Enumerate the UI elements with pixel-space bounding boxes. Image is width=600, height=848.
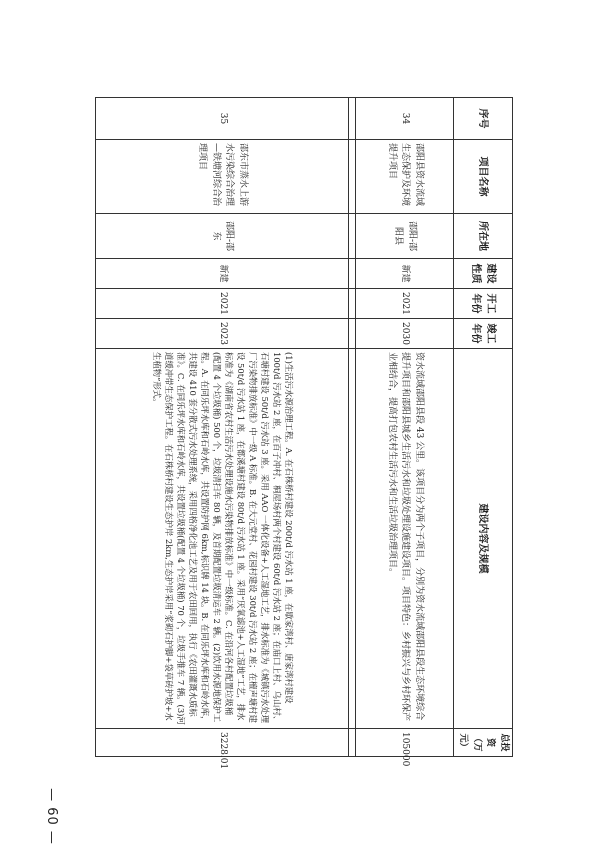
table-spacer-row bbox=[349, 98, 356, 757]
table-row bbox=[356, 98, 454, 757]
row-location: 邵阳-邵东 bbox=[96, 214, 349, 259]
header-end-year: 竣工年份 bbox=[454, 319, 513, 349]
row-nature: 新建 bbox=[356, 259, 454, 289]
page-number-text: — 60 — bbox=[43, 787, 59, 845]
row-content: (1)生活污水源治理工程。A. 在石株桥村建设 200t/d 污水站 1 座，在歇家湾村、唐家湾村建设 100t/d 污水站 2 座，在百子冲村、桐屋场村两个村建设 60t/d 污水站 2 座；在庙口上村、乌山村、石塘村建设 50t/d 污水站 3 座。采用 AAO 一体化设备+人工湿地工艺，排水标准为《城镇污水处理厂污染物排放标准》中一级 A 标准。B. 在大元堂村、花园村建设 30t/d 污水站 2 座；在檀声塘村建设 50t/d 污水站 1 座，在都溪塘村建设 80t/d 污水站 1 座。采用“厌氧滤池+人工湿地”工艺，排水标准为《湖南省农村生活污水处理设施水污染物排放标准》中一级标准。C. 在沿河各村配置垃圾桶(配置 4 个垃圾桶) 500 个，垃圾清扫车 80 辆，及首期配置垃圾清运车 2 辆。(2)饮用水源地保护工程。A. 在同乐坪水库和石岭水库，共设置防护网 6km,标识牌 14 块。B. 在同乐坪水库和石岭水库，共建设 410 套分散式污水处理系统，采用四格净化池工艺及用于农田回用，执行《农田灌溉水质标准》。C. 在同乐坪水库和石岭水库，共设置垃圾桶(配置 4 个垃圾桶) 70 个，垃圾手推车 7 辆。(3)河道缓冲带生态保护工程。在石株桥村建设生态护岸 2km,生态护岸采用“浆砌石护脚+袋草砖护坡+水生植物”形式。 bbox=[96, 349, 349, 729]
row-end-year: 2030 bbox=[356, 319, 454, 349]
row-project-name: 邵东市蒸水上游水污染综合治理—铁塘河综合治理项目 bbox=[96, 140, 349, 214]
page-number bbox=[43, 787, 59, 845]
header-content: 建设内容及规模 bbox=[454, 349, 513, 729]
project-table bbox=[95, 97, 513, 770]
row-investment: 3228.01 bbox=[96, 729, 349, 757]
header-project-name: 项目名称 bbox=[454, 140, 513, 214]
header-nature: 建设性质 bbox=[454, 259, 513, 289]
row-end-year: 2023 bbox=[96, 319, 349, 349]
header-no: 序号 bbox=[454, 98, 513, 140]
row-project-name: 邵阳县资水流域生态保护及环境提升项目 bbox=[356, 140, 454, 214]
header-location: 所在地 bbox=[454, 214, 513, 259]
row-content: 资水流域邵阳县段 43 公里。该项目分为两个子项目，分别为资水流域邵阳县段生态环境综合提升项目和邵阳县城乡生活污水和垃圾处理设施建设项目。项目特色：乡村振兴与乡村环保产业相结合，提高打包农村生活污水和生活垃圾治理项目。 bbox=[356, 349, 454, 729]
row-nature: 新建 bbox=[96, 259, 349, 289]
row-start-year: 2021 bbox=[356, 289, 454, 319]
row-no: 34 bbox=[356, 98, 454, 140]
row-investment: 105000 bbox=[356, 729, 454, 757]
header-start-year: 开工年份 bbox=[454, 289, 513, 319]
table-header-row bbox=[454, 98, 513, 757]
row-no: 35 bbox=[96, 98, 349, 140]
row-location: 邵阳-邵阳县 bbox=[356, 214, 454, 259]
header-investment: 总投资 （万元） bbox=[454, 729, 513, 757]
table-row bbox=[96, 98, 349, 757]
row-start-year: 2021 bbox=[96, 289, 349, 319]
table-wrapper bbox=[95, 97, 513, 770]
